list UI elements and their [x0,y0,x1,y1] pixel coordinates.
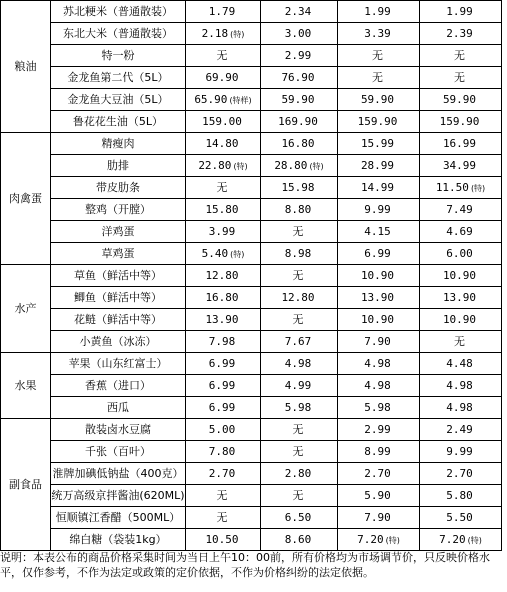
category-label: 肉禽蛋 [1,133,51,265]
price-value: 9.99 [446,444,473,458]
price-value: 2.18 [201,26,229,40]
category-label: 水产 [1,265,51,353]
price-value: 159.90 [439,114,480,128]
price-value: 2.70 [208,466,236,480]
price-note: (特) [309,161,324,171]
price-cell [186,177,261,199]
price-value: 5.50 [446,510,473,524]
price-value: 4.98 [364,378,391,392]
price-value: 7.49 [446,202,473,216]
price-cell [338,419,420,441]
table-row [1,265,502,287]
price-cell [186,529,261,551]
price-cell [261,265,338,287]
price-value: 4.69 [446,224,473,238]
price-value: 8.98 [284,246,312,260]
category-label: 水果 [1,353,51,419]
price-cell [186,265,261,287]
price-cell [420,155,502,177]
price-value: 无 [292,422,304,436]
price-note: (特) [233,161,248,171]
price-value: 14.99 [360,180,395,194]
price-value: 59.90 [442,92,477,106]
price-cell [261,397,338,419]
price-table-body [1,1,502,551]
price-note: (特) [230,29,245,39]
price-cell [261,353,338,375]
price-cell [338,463,420,485]
price-cell [261,243,338,265]
price-value: 2.49 [446,422,473,436]
price-value: 无 [216,48,228,62]
price-cell [338,485,420,507]
price-value: 3.99 [208,224,236,238]
item-name: 草鸡蛋 [51,243,186,265]
price-value: 10.90 [442,312,477,326]
price-cell [420,397,502,419]
price-cell [420,177,502,199]
price-value: 2.80 [284,466,312,480]
price-note: (特) [230,249,245,259]
price-cell [261,67,338,89]
price-value: 12.80 [205,268,239,282]
table-row [1,485,502,507]
price-value: 7.80 [208,444,236,458]
price-value: 无 [292,224,304,238]
footer-note: 说明：本表公布的商品价格采集时间为当日上午10：00前，所有价格均为市场调节价，只反映价格水平，仅作参考，不作为法定或政策的定价依据，不作为价格纠纷的法定依据。 [0,551,490,579]
price-note: (特) [385,535,400,545]
price-cell [338,45,420,67]
price-cell [261,507,338,529]
price-cell [186,89,261,111]
price-cell [338,133,420,155]
table-row [1,243,502,265]
price-cell [420,67,502,89]
item-name: 带皮肋条 [51,177,186,199]
price-cell [338,221,420,243]
price-cell [261,309,338,331]
price-cell [186,485,261,507]
price-value: 169.90 [278,114,318,128]
price-value: 59.90 [360,92,395,106]
price-value: 11.50 [435,180,469,194]
price-cell [338,155,420,177]
price-note: (特样) [229,95,252,105]
price-cell [186,419,261,441]
price-value: 16.99 [442,136,477,150]
price-value: 159.00 [202,114,242,128]
price-value: 无 [292,268,304,282]
price-value: 4.98 [364,356,391,370]
price-value: 8.99 [364,444,391,458]
price-cell [186,397,261,419]
price-value: 65.90 [194,92,228,106]
price-value: 10.50 [205,532,239,546]
price-cell [338,309,420,331]
category-label: 副食品 [1,419,51,551]
price-cell [420,199,502,221]
price-value: 4.98 [446,378,473,392]
price-cell [186,441,261,463]
price-cell [420,529,502,551]
table-row [1,419,502,441]
price-cell [338,397,420,419]
price-value: 1.99 [446,4,473,18]
price-value: 4.99 [284,378,312,392]
table-row [1,199,502,221]
price-cell [420,89,502,111]
price-value: 无 [292,312,304,326]
table-row [1,89,502,111]
price-value: 无 [454,70,465,84]
price-cell [261,221,338,243]
price-value: 28.80 [274,158,308,172]
price-value: 无 [292,488,304,502]
table-row [1,375,502,397]
item-name: 金龙鱼第二代（5L） [51,67,186,89]
price-value: 15.80 [205,202,239,216]
price-cell [186,133,261,155]
item-name: 精瘦肉 [51,133,186,155]
price-cell [261,485,338,507]
price-cell [261,441,338,463]
price-value: 6.00 [446,246,473,260]
item-name: 小黄鱼（冰冻） [51,331,186,353]
item-name: 统万高级京拌酱油(620ML) [51,485,186,507]
item-name: 千张（百叶） [51,441,186,463]
price-cell [420,353,502,375]
price-value: 6.99 [208,378,236,392]
price-cell [261,331,338,353]
price-value: 3.39 [364,26,391,40]
table-row [1,309,502,331]
price-value: 5.40 [201,246,229,260]
item-name: 草鱼（鲜活中等） [51,265,186,287]
price-cell [338,529,420,551]
item-name: 花鲢（鲜活中等） [51,309,186,331]
item-name: 苹果（山东红富士） [51,353,186,375]
price-cell [338,375,420,397]
price-value: 4.98 [284,356,312,370]
price-value: 6.99 [364,246,391,260]
price-value: 9.99 [364,202,391,216]
price-value: 无 [216,488,228,502]
price-cell [420,375,502,397]
price-value: 2.99 [284,48,312,62]
price-cell [261,287,338,309]
price-value: 5.90 [364,488,391,502]
price-cell [261,45,338,67]
price-value: 7.90 [364,334,391,348]
price-cell [261,155,338,177]
price-cell [420,243,502,265]
price-cell [420,485,502,507]
table-row [1,331,502,353]
price-value: 6.50 [284,510,312,524]
price-value: 5.00 [208,422,236,436]
price-value: 76.90 [281,70,315,84]
price-value: 6.99 [208,400,236,414]
price-cell [186,199,261,221]
price-value: 8.60 [284,532,312,546]
price-cell [338,353,420,375]
price-value: 8.80 [284,202,312,216]
price-value: 13.90 [360,290,395,304]
price-value: 无 [372,70,383,84]
price-cell [186,243,261,265]
price-cell [261,375,338,397]
price-cell [420,331,502,353]
price-value: 5.98 [284,400,312,414]
table-row [1,353,502,375]
table-row [1,45,502,67]
price-cell [338,67,420,89]
price-value: 15.98 [281,180,315,194]
price-value: 34.99 [442,158,477,172]
price-cell [420,1,502,23]
price-value: 5.80 [446,488,473,502]
price-cell [338,243,420,265]
price-cell [261,419,338,441]
price-value: 4.48 [446,356,473,370]
item-name: 香蕉（进口） [51,375,186,397]
price-value: 1.79 [208,4,236,18]
price-value: 59.90 [281,92,315,106]
price-value: 无 [454,334,465,348]
price-value: 16.80 [205,290,239,304]
price-cell [338,287,420,309]
price-value: 6.99 [208,356,236,370]
price-cell [261,111,338,133]
price-cell [420,507,502,529]
price-cell [186,221,261,243]
item-name: 金龙鱼大豆油（5L） [51,89,186,111]
price-value: 12.80 [281,290,315,304]
table-row [1,287,502,309]
price-cell [420,133,502,155]
price-cell [420,441,502,463]
table-row [1,23,502,45]
price-value: 10.90 [360,268,395,282]
price-cell [338,441,420,463]
table-row [1,507,502,529]
table-row [1,463,502,485]
price-cell [186,463,261,485]
price-cell [338,89,420,111]
price-cell [186,375,261,397]
price-cell [420,265,502,287]
price-cell [186,353,261,375]
price-value: 28.99 [360,158,395,172]
price-cell [186,1,261,23]
price-cell [186,309,261,331]
price-value: 10.90 [360,312,395,326]
table-row [1,221,502,243]
item-name: 特一粉 [51,45,186,67]
price-cell [338,199,420,221]
price-cell [186,45,261,67]
price-cell [186,287,261,309]
price-value: 7.90 [364,510,391,524]
price-value: 15.99 [360,136,395,150]
item-name: 散装卤水豆腐 [51,419,186,441]
price-note: (特) [467,535,482,545]
price-value: 7.98 [208,334,236,348]
item-name: 东北大米（普通散装） [51,23,186,45]
price-value: 4.98 [446,400,473,414]
price-value: 2.39 [446,26,473,40]
item-name: 肋排 [51,155,186,177]
price-cell [186,67,261,89]
price-value: 5.98 [364,400,391,414]
price-value: 14.80 [205,136,239,150]
price-cell [420,309,502,331]
price-cell [420,221,502,243]
price-value: 2.99 [364,422,391,436]
price-cell [338,23,420,45]
table-row [1,67,502,89]
price-note: (特) [470,183,486,193]
price-cell [261,89,338,111]
price-cell [420,45,502,67]
price-cell [261,1,338,23]
price-value: 无 [216,180,228,194]
price-cell [261,177,338,199]
price-value: 2.70 [446,466,473,480]
price-cell [186,507,261,529]
price-cell [261,23,338,45]
price-value: 159.90 [357,114,398,128]
price-value: 13.90 [442,290,477,304]
item-name: 绵白糖（袋装1kg） [51,529,186,551]
price-cell [186,155,261,177]
price-value: 69.90 [205,70,239,84]
price-cell [338,1,420,23]
table-row [1,111,502,133]
item-name: 淮牌加碘低钠盐（400克） [51,463,186,485]
price-cell [186,111,261,133]
price-value: 2.70 [364,466,391,480]
table-row [1,397,502,419]
price-value: 10.90 [442,268,477,282]
price-cell [261,463,338,485]
price-cell [261,199,338,221]
price-cell [420,287,502,309]
item-name: 鲁花花生油（5L） [51,111,186,133]
price-cell [186,23,261,45]
price-cell [338,111,420,133]
price-value: 16.80 [281,136,315,150]
table-row [1,155,502,177]
item-name: 鲫鱼（鲜活中等） [51,287,186,309]
price-cell [261,529,338,551]
item-name: 洋鸡蛋 [51,221,186,243]
price-value: 1.99 [364,4,391,18]
item-name: 西瓜 [51,397,186,419]
price-value: 无 [372,48,383,62]
table-row [1,1,502,23]
price-cell [261,133,338,155]
price-cell [420,463,502,485]
item-name: 整鸡（开膛） [51,199,186,221]
table-row [1,177,502,199]
price-value: 7.20 [439,532,466,546]
table-row [1,441,502,463]
category-label: 粮油 [1,1,51,133]
price-value: 无 [292,444,304,458]
price-value: 3.00 [284,26,312,40]
price-value: 13.90 [205,312,239,326]
price-value: 无 [454,48,465,62]
price-value: 7.67 [284,334,312,348]
price-value: 4.15 [364,224,391,238]
item-name: 恒顺镇江香醋（500ML） [51,507,186,529]
price-cell [338,265,420,287]
price-cell [420,23,502,45]
price-cell [420,419,502,441]
table-row [1,529,502,551]
price-value: 22.80 [198,158,232,172]
price-cell [338,507,420,529]
price-value: 7.20 [357,532,384,546]
price-value: 无 [216,510,228,524]
price-value: 2.34 [284,4,312,18]
price-cell [420,111,502,133]
item-name: 苏北粳米（普通散装） [51,1,186,23]
price-cell [338,331,420,353]
table-row [1,133,502,155]
price-cell [338,177,420,199]
price-cell [186,331,261,353]
